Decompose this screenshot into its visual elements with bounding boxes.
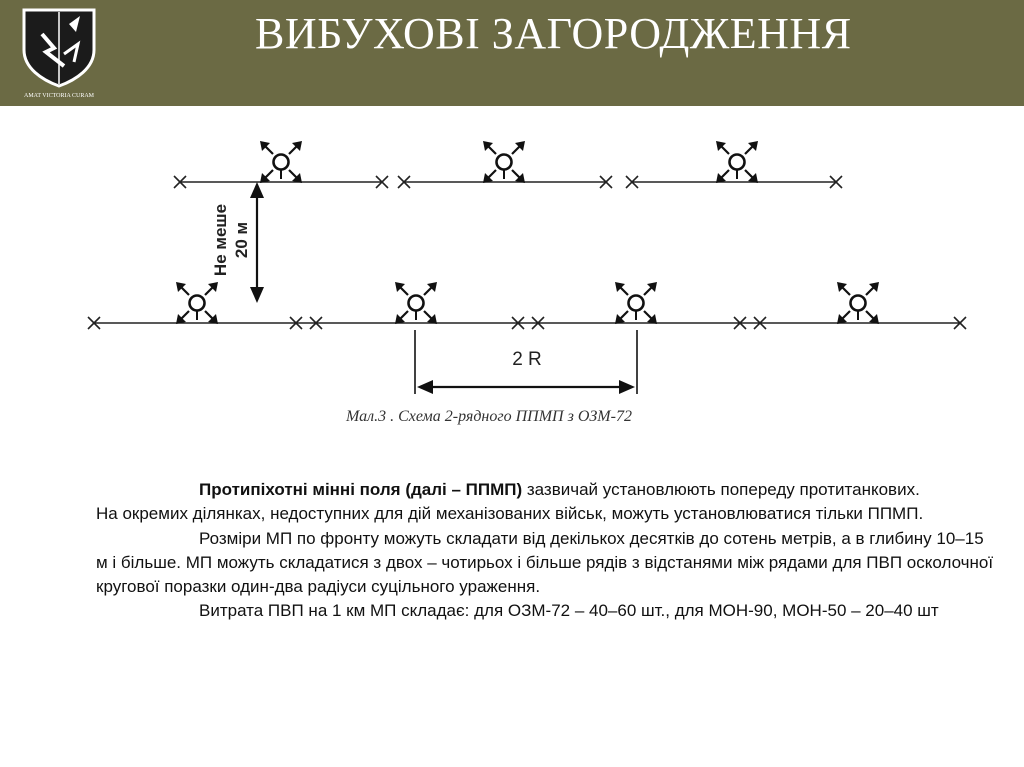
minefield-diagram <box>0 106 1024 406</box>
paragraph-2: На окремих ділянках, недоступних для дій механізованих військ, можуть установлюватися тільки ППМП. <box>96 504 924 524</box>
paragraph-1 <box>96 478 996 502</box>
page-title: ВИБУХОВІ ЗАГОРОДЖЕННЯ <box>255 9 852 58</box>
mine-row-rear <box>88 282 966 329</box>
spacing-label-line2: 20 м <box>232 221 251 259</box>
mine-arrows-icon <box>837 282 879 324</box>
mine-row-front <box>174 141 842 188</box>
paragraph-3 <box>96 527 996 600</box>
mine-arrows-icon <box>716 141 758 183</box>
spacing-label-line1: Не меше <box>211 203 230 277</box>
mine-arrows-icon <box>483 141 525 183</box>
paragraph-1-rest: зазвичай установлюють попереду протитанкових. <box>522 480 920 499</box>
paragraph-1-bold: Протипіхотні мінні поля (далі – ППМП) <box>199 480 523 499</box>
title-bar <box>0 0 1024 106</box>
mine-arrows-icon <box>395 282 437 324</box>
spacing-2r-label: 2 R <box>512 349 542 370</box>
logo-motto: AMAT VICTORIA CURAM <box>23 93 95 99</box>
paragraph-4 <box>96 599 996 623</box>
mine-arrows-icon <box>260 141 302 183</box>
mine-arrows-icon <box>615 282 657 324</box>
paragraph-4-text: Витрата ПВП на 1 км МП складає: для ОЗМ-72 – 40–60 шт., для МОН-90, МОН-50 – 20–40 шт <box>199 601 939 621</box>
body-text <box>96 478 996 624</box>
paragraph-3-text: Розміри МП по фронту можуть складати від декількох десятків до сотень метрів, а в глибину 10–15 м і більше. МП можуть складатися з двох – чотирьох і більше рядів з відстанями між рядами для ПВП осколочної кругової поразки один-два радіуси суцільного ураження. <box>96 528 994 597</box>
mine-spacing-dimension <box>415 330 637 394</box>
mine-arrows-icon <box>176 282 218 324</box>
figure-caption: Мал.3 . Схема 2-рядного ППМП з ОЗМ-72 <box>346 408 632 425</box>
shield-logo-icon <box>14 4 104 100</box>
row-spacing-dimension <box>211 182 264 303</box>
